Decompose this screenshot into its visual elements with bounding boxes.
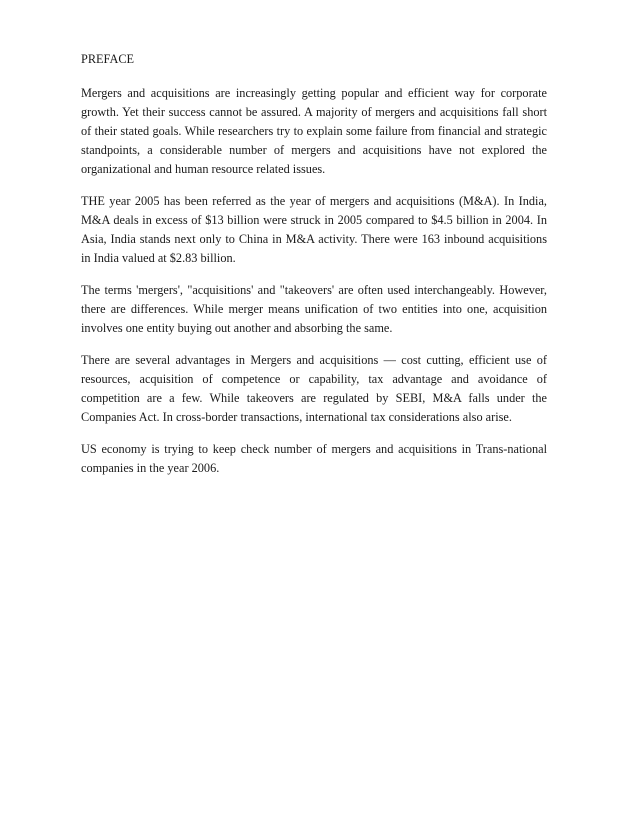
page-title: PREFACE [81, 52, 135, 66]
paragraph-terms: The terms 'mergers', "acquisitions' and "takeovers' are often used interchangeably. However, there are differences. While merger means unification of two entities into one, acquisition involves one entity buying out another and absorbing the same. [81, 283, 547, 335]
paragraph-intro: Mergers and acquisitions are increasingly getting popular and efficient way for corporate growth. Yet their success cannot be assured. A majority of mergers and acquisitions fall short of their stated goals. While researchers try to explain some failure from financial and strategic standpoints, a considerable number of mergers and acquisitions have not explored the organizational and human resource related issues. [81, 86, 547, 176]
paragraph-year-2005: THE year 2005 has been referred as the year of mergers and acquisitions (M&A). In India, M&A deals in excess of $13 billion were struck in 2005 compared to $4.5 billion in 2004. In Asia, India stands next only to China in M&A activity. There were 163 inbound acquisitions in India valued at $2.83 billion. [81, 194, 547, 265]
paragraph-advantages: There are several advantages in Mergers and acquisitions — cost cutting, efficient use of resources, acquisition of competence or capability, tax advantage and avoidance of competition are a few. While takeovers are regulated by SEBI, M&A falls under the Companies Act. In cross-border transactions, international tax considerations also arise. [81, 353, 547, 424]
paragraph-us-economy: US economy is trying to keep check number of mergers and acquisitions in Trans-national companies in the year 2006. [81, 442, 547, 475]
document-body [81, 50, 547, 491]
